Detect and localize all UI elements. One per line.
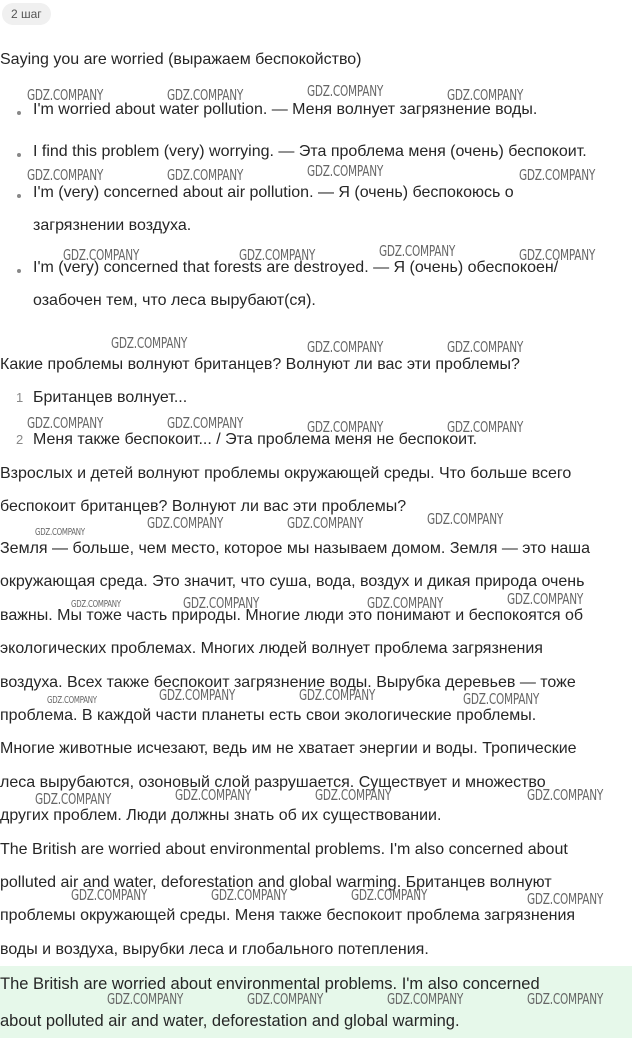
paragraph-line: воздуха. Всех также беспокоит загрязнение воды. Вырубка деревьев — тоже [0, 674, 576, 691]
list-number: 1 [16, 390, 24, 405]
watermark: GDZ.COMPANY [307, 162, 384, 180]
watermark: GDZ.COMPANY [27, 166, 104, 184]
watermark: GDZ.COMPANY [147, 514, 224, 532]
watermark: GDZ.COMPANY [159, 686, 236, 704]
watermark: GDZ.COMPANY [287, 514, 364, 532]
watermark: GDZ.COMPANY [183, 594, 260, 612]
watermark: GDZ.COMPANY [71, 599, 121, 610]
bullet-item: I'm (very) concerned that forests are destroyed. — Я (очень) обеспокоен/ [33, 259, 559, 276]
paragraph-line: Взрослых и детей волнуют проблемы окружающей среды. Что больше всего [0, 465, 572, 482]
paragraph-line: важны. Мы тоже часть природы. Многие люди это понимают и беспокоятся об [0, 607, 584, 624]
watermark: GDZ.COMPANY [211, 886, 288, 904]
watermark: GDZ.COMPANY [447, 418, 524, 436]
watermark: GDZ.COMPANY [71, 886, 148, 904]
watermark: GDZ.COMPANY [239, 246, 316, 264]
watermark: GDZ.COMPANY [527, 786, 604, 804]
paragraph-line: леса вырубаются, озоновый слой разрушается. Существует и множество [0, 774, 546, 791]
paragraph-line: polluted air and water, deforestation and global warming. Британцев волнуют [0, 874, 552, 891]
paragraph-line: проблема. В каждой части планеты есть свои экологические проблемы. [0, 707, 537, 724]
paragraph-line: окружающая среда. Это значит, что суша, вода, воздух и дикая природа очень [0, 573, 585, 590]
watermark: GDZ.COMPANY [519, 166, 596, 184]
watermark: GDZ.COMPANY [367, 594, 444, 612]
watermark: GDZ.COMPANY [427, 510, 504, 528]
watermark: GDZ.COMPANY [447, 338, 524, 356]
watermark: GDZ.COMPANY [35, 790, 112, 808]
paragraph-line: воды и воздуха, вырубки леса и глобального потепления. [0, 941, 429, 958]
watermark: GDZ.COMPANY [111, 334, 188, 352]
bullet-item: I'm worried about water pollution. — Меня волнует загрязнение воды. [33, 101, 538, 118]
list-number: 2 [16, 432, 24, 447]
answer-line: about polluted air and water, deforestation and global warming. [0, 1012, 460, 1030]
numbered-item: Британцев волнует... [33, 389, 188, 406]
watermark: GDZ.COMPANY [307, 82, 384, 100]
watermark: GDZ.COMPANY [167, 414, 244, 432]
task-question: Какие проблемы волнуют британцев? Волнуют ли вас эти проблемы? [0, 356, 520, 373]
watermark: GDZ.COMPANY [175, 786, 252, 804]
watermark: GDZ.COMPANY [379, 242, 456, 260]
paragraph-line: проблемы окружающей среды. Меня также беспокоит проблема загрязнения [0, 907, 576, 924]
watermark: GDZ.COMPANY [447, 86, 524, 104]
watermark: GDZ.COMPANY [307, 418, 384, 436]
section-heading: Saying you are worried (выражаем беспокойство) [0, 51, 362, 68]
watermark: GDZ.COMPANY [167, 86, 244, 104]
paragraph-line: беспокоит британцев? Волнуют ли вас эти проблемы? [0, 498, 407, 515]
watermark: GDZ.COMPANY [35, 527, 85, 538]
paragraph-line: The British are worried about environmental problems. I'm also concerned about [0, 841, 568, 858]
watermark: GDZ.COMPANY [387, 990, 464, 1008]
watermark: GDZ.COMPANY [307, 338, 384, 356]
bullet-marker [17, 111, 21, 115]
bullet-marker [17, 153, 21, 157]
answer-line: The British are worried about environmental problems. I'm also concerned [0, 975, 540, 993]
watermark: GDZ.COMPANY [299, 686, 376, 704]
watermark: GDZ.COMPANY [463, 690, 540, 708]
watermark: GDZ.COMPANY [107, 990, 184, 1008]
paragraph-line: Земля — больше, чем место, которое мы называем домом. Земля — это наша [0, 540, 591, 557]
bullet-item-continuation: загрязнении воздуха. [33, 217, 192, 234]
watermark: GDZ.COMPANY [527, 990, 604, 1008]
paragraph-line: Многие животные исчезают, ведь им не хватает энергии и воды. Тропические [0, 740, 577, 757]
numbered-item: Меня также беспокоит... / Эта проблема меня не беспокоит. [33, 431, 478, 448]
bullet-item-continuation: озабочен тем, что леса вырубают(ся). [33, 292, 316, 309]
watermark: GDZ.COMPANY [27, 414, 104, 432]
watermark: GDZ.COMPANY [519, 246, 596, 264]
bullet-item: I find this problem (very) worrying. — Эта проблема меня (очень) беспокоит. [33, 143, 587, 160]
watermark: GDZ.COMPANY [315, 786, 392, 804]
watermark: GDZ.COMPANY [507, 590, 584, 608]
step-badge: 2 шаг [2, 3, 51, 25]
bullet-marker [17, 269, 21, 273]
watermark: GDZ.COMPANY [351, 886, 428, 904]
bullet-marker [17, 194, 21, 198]
watermark: GDZ.COMPANY [167, 166, 244, 184]
paragraph-line: экологических проблемах. Многих людей волнует проблема загрязнения [0, 640, 543, 657]
watermark: GDZ.COMPANY [27, 86, 104, 104]
watermark: GDZ.COMPANY [47, 695, 97, 706]
paragraph-line: других проблем. Люди должны знать об их существовании. [0, 807, 442, 824]
watermark: GDZ.COMPANY [63, 246, 140, 264]
watermark: GDZ.COMPANY [247, 990, 324, 1008]
bullet-item: I'm (very) concerned about air pollution. — Я (очень) беспокоюсь о [33, 184, 514, 201]
watermark: GDZ.COMPANY [527, 890, 604, 908]
